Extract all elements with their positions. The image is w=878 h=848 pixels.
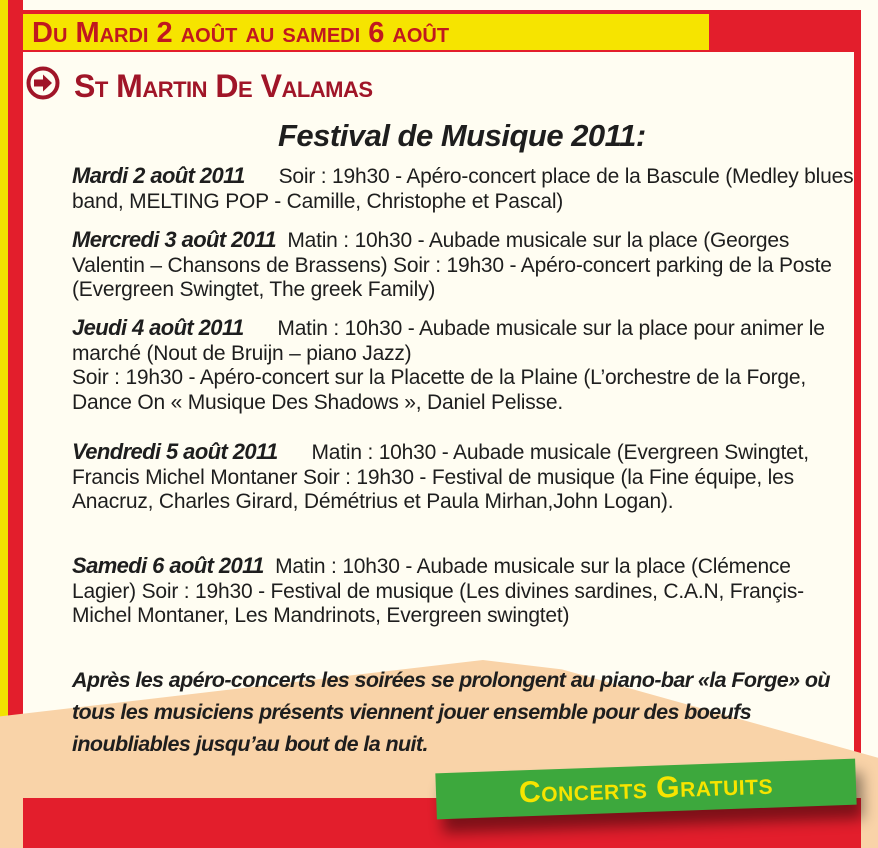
day-program: Matin : 10h30 - Aubade musicale (Evergreen Swingtet, Francis Michel Montaner Soir : 19h30 - Festival de musique (la Fine équipe, les Anacruz, Charles Girard, Démétrius et Paula Mirhan,John Logan). [72, 441, 809, 513]
day-label: Mardi 2 août 2011 [72, 163, 245, 188]
day-program: Matin : 10h30 - Aubade musicale sur la place (Georges Valentin – Chansons de Brassens) Soir : 19h30 - Apéro-concert parking de la Poste (Evergreen Swingtet, The greek Family) [72, 229, 832, 301]
festival-title: Festival de Musique 2011: [278, 118, 646, 153]
day-entry-thursday [72, 316, 857, 415]
right-arrow-circle-icon [26, 66, 60, 100]
day-label: Jeudi 4 août 2011 [72, 315, 244, 340]
day-label: Samedi 6 août 2011 [72, 553, 264, 578]
day-entry-friday [72, 440, 857, 515]
date-range-heading: Du Mardi 2 août au samedi 6 août [32, 17, 450, 49]
day-entry-saturday [72, 554, 857, 629]
closing-note: Après les apéro-concerts les soirées se prolongent au piano-bar «la Forge» où tous les musiciens présents viennent jouer ensemble pour des boeufs inoubliables jusqu’au bout de la nuit. [72, 668, 830, 756]
day-program: Matin : 10h30 - Aubade musicale sur la place pour animer le marché (Nout de Bruijn – piano Jazz) [72, 317, 825, 365]
day-entry-tuesday [72, 164, 857, 214]
day-program: Matin : 10h30 - Aubade musicale sur la place (Clémence Lagier) Soir : 19h30 - Festival de musique (Les divines sardines, C.A.N, Françis-Michel Montaner, Les Mandrinots, Evergreen swingtet) [72, 555, 804, 627]
day-entry-wednesday [72, 228, 857, 303]
badge-label: Concerts Gratuits [518, 767, 774, 810]
day-label: Vendredi 5 août 2011 [72, 439, 278, 464]
right-red-stripe [854, 10, 861, 846]
day-program-evening: Soir : 19h30 - Apéro-concert sur la Placette de la Plaine (L’orchestre de la Forge, Dance On « Musique Des Shadows », Daniel Pelisse. [72, 366, 806, 414]
day-program: Soir : 19h30 - Apéro-concert place de la Bascule (Medley blues band, MELTING POP - Camille, Christophe et Pascal) [72, 165, 854, 213]
day-label: Mercredi 3 août 2011 [72, 227, 277, 252]
location-title: St Martin De Valamas [74, 68, 373, 104]
